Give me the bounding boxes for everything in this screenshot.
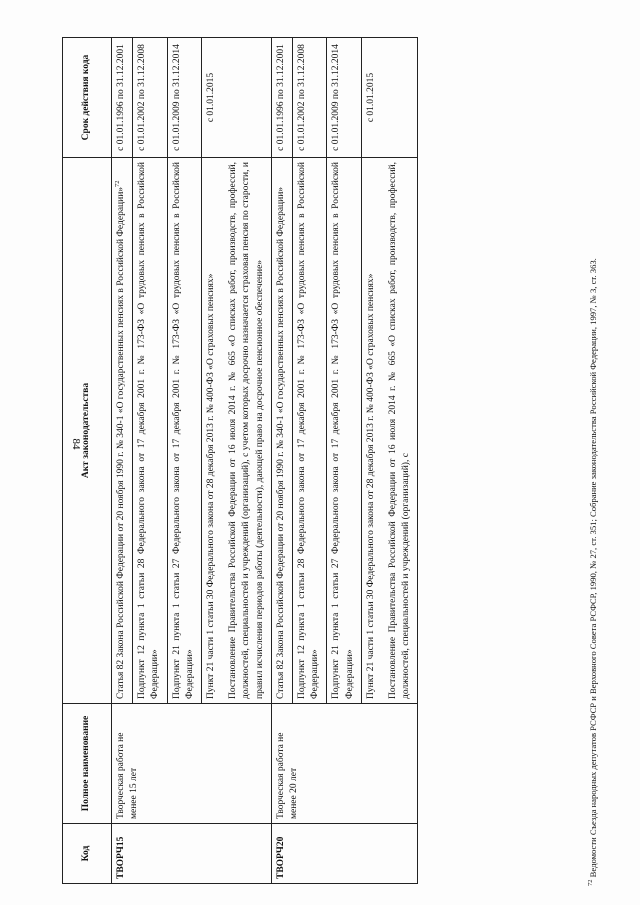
act-cell: Подпункт 12 пункта 1 статьи 28 Федерального закона от 17 декабря 2001 г. № 173-ФЗ «О трудовых пенсиях в Российской Федерации» bbox=[293, 158, 327, 704]
row-code: ТВОРЧ20 bbox=[271, 824, 418, 884]
act-cell: Статья 82 Закона Российской Федерации от 20 ноября 1990 г. № 340-1 «О государственных пенсиях в Российской Федерации» bbox=[271, 158, 292, 704]
act-text: Пункт 21 части 1 статьи 30 Федерального закона от 28 декабря 2013 г. № 400-ФЗ «О страховых пенсиях» bbox=[206, 273, 217, 699]
row-full-name: Творческая работа не менее 20 лет bbox=[271, 704, 418, 824]
footnote-mark: 72 bbox=[587, 879, 595, 886]
header-validity-period: Срок действия кода bbox=[63, 38, 112, 158]
table-row bbox=[112, 38, 133, 884]
validity-cell: с 01.01.2009 по 31.12.2014 bbox=[327, 38, 361, 158]
act-text: Статья 82 Закона Российской Федерации от 20 ноября 1990 г. № 340-1 «О государственных пенсиях в Российской Федерации» bbox=[116, 186, 126, 699]
validity-cell: с 01.01.2015 bbox=[361, 38, 418, 158]
act-text-resolution: Постановление Правительства Российской Федерации от 16 июля 2014 г. № 665 «О списках работ, производств, профессий, должностей, специальностей и учреждений (организаций), с учетом которых досрочно назначается страховая пенсия по старости, и правил исчисления периодов работы (деятельности), дающей право на досрочное пенсионное обеспечение» bbox=[228, 162, 265, 699]
row-code: ТВОРЧ15 bbox=[112, 824, 272, 884]
footnote-text: Ведомости Съезда народных депутатов РСФСР и Верховного Совета РСФСР, 1990, № 27, ст. 351; Собрание законодательства Российской Федерации, 1997, № 3, ст. 363. bbox=[588, 258, 598, 878]
validity-cell: с 01.01.2002 по 31.12.2008 bbox=[293, 38, 327, 158]
header-full-name: Полное наименование bbox=[63, 704, 112, 824]
act-cell: Подпункт 21 пункта 1 статьи 27 Федерального закона от 17 декабря 2001 г. № 173-ФЗ «О трудовых пенсиях в Российской Федерации» bbox=[327, 158, 361, 704]
act-cell: Подпункт 12 пункта 1 статьи 28 Федерального закона от 17 декабря 2001 г. № 173-ФЗ «О трудовых пенсиях в Российской Федерации» bbox=[133, 158, 167, 704]
row-full-name: Творческая работа не менее 15 лет bbox=[112, 704, 272, 824]
footnote bbox=[588, 26, 599, 886]
validity-cell: с 01.01.1996 по 31.12.2001 bbox=[112, 38, 133, 158]
table-row bbox=[271, 38, 292, 884]
page-number: 84 bbox=[70, 438, 82, 450]
act-cell bbox=[202, 158, 272, 704]
validity-cell: с 01.01.2009 по 31.12.2014 bbox=[167, 38, 201, 158]
legislation-table bbox=[62, 37, 418, 884]
act-cell bbox=[112, 158, 133, 704]
act-cell bbox=[361, 158, 418, 704]
validity-cell: с 01.01.2002 по 31.12.2008 bbox=[133, 38, 167, 158]
header-code: Код bbox=[63, 824, 112, 884]
rotated-content bbox=[62, 38, 580, 884]
validity-cell: с 01.01.1996 по 31.12.2001 bbox=[271, 38, 292, 158]
validity-cell: с 01.01.2015 bbox=[202, 38, 272, 158]
header-legislation-act: Акт законодательства bbox=[63, 158, 112, 704]
act-text: Пункт 21 части 1 статьи 30 Федерального закона от 28 декабря 2013 г. № 400-ФЗ «О страховых пенсиях» bbox=[365, 273, 376, 699]
act-cell: Подпункт 21 пункта 1 статьи 27 Федерального закона от 17 декабря 2001 г. № 173-ФЗ «О трудовых пенсиях в Российской Федерации» bbox=[167, 158, 201, 704]
act-text-resolution: Постановление Правительства Российской Федерации от 16 июля 2014 г. № 665 «О списках работ, производств, профессий, должностей, специальностей и учреждений (организаций), с bbox=[388, 162, 412, 699]
table-header-row bbox=[63, 38, 112, 884]
footnote-ref: 72 bbox=[113, 180, 121, 187]
